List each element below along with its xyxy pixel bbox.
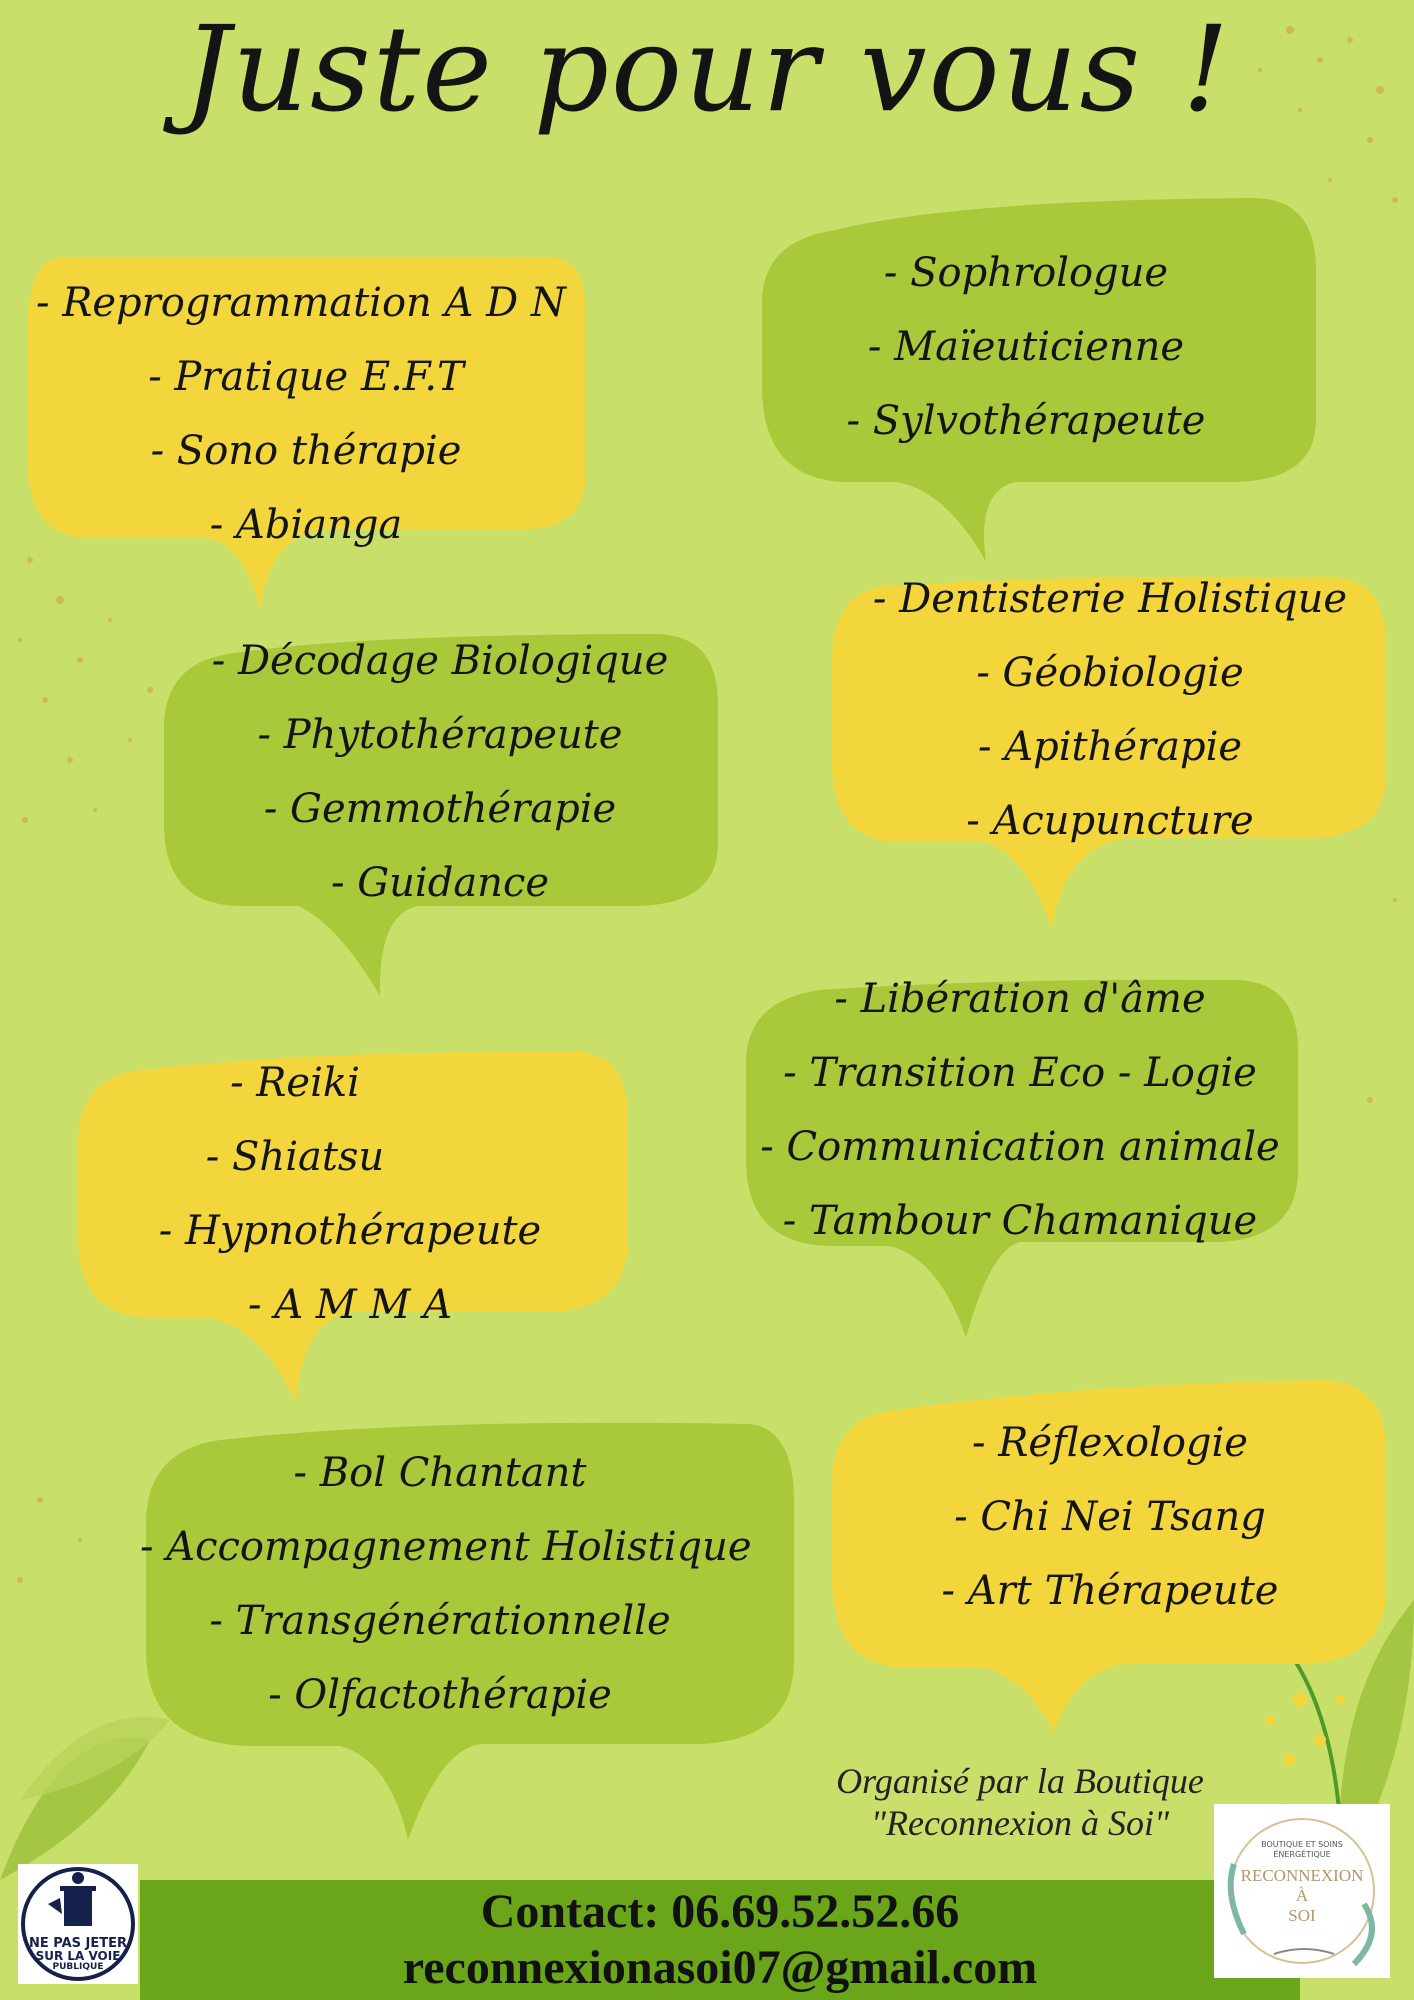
bubble-reiki-line-3: - Hypnothérapeute	[158, 1208, 542, 1254]
bubble-reflexologie-line-2: - Chi Nei Tsang	[954, 1494, 1266, 1540]
bubble-dentisterie-line-4: - Acupuncture	[966, 798, 1254, 844]
bubble-decodage-text	[170, 624, 710, 920]
contact-phone: Contact: 06.69.52.52.66	[480, 1885, 960, 1938]
bubble-decodage-line-2: - Phytothérapeute	[257, 712, 623, 758]
logo-main-line-1: RECONNEXION	[1240, 1866, 1364, 1885]
bubble-bol-chantant-line-1: - Bol Chantant	[293, 1450, 587, 1496]
page-title: Juste pour vous !	[182, 0, 1232, 138]
logo-small-line-2: ÉNERGÉTIQUE	[1273, 1850, 1331, 1859]
bubble-liberation-line-1: - Libération d'âme	[834, 976, 1206, 1022]
bubble-liberation-line-4: - Tambour Chamanique	[782, 1198, 1258, 1244]
organizer-line-1: Organisé par la Boutique	[836, 1761, 1204, 1801]
bubble-reiki-line-2: - Shiatsu	[205, 1134, 385, 1180]
contact-info	[140, 1880, 1300, 1996]
bubble-bol-chantant-line-3: - Transgénérationnelle	[209, 1598, 671, 1644]
bubble-adn-line-1: - Reprogrammation A D N	[36, 280, 566, 326]
logo-subtitle	[1214, 1840, 1390, 1860]
bubble-decodage-line-4: - Guidance	[330, 860, 550, 906]
bubble-sophrologue-line-3: - Sylvothérapeute	[846, 398, 1206, 444]
logo-small-line-1: BOUTIQUE ET SOINS	[1261, 1840, 1343, 1849]
bubble-liberation-line-3: - Communication animale	[760, 1124, 1280, 1170]
bubble-dentisterie-line-3: - Apithérapie	[977, 724, 1243, 770]
bubble-sophrologue-text	[756, 236, 1296, 458]
badge-line-3: PUBLIQUE	[52, 1962, 104, 1972]
bubble-sophrologue-line-1: - Sophrologue	[883, 250, 1169, 296]
bubble-reiki-line-4: - A M M A	[247, 1282, 453, 1328]
bubble-bol-chantant-line-4: - Olfactothérapie	[268, 1672, 612, 1718]
bubble-adn-line-4: - Abianga	[209, 502, 403, 548]
bubble-reflexologie-text	[840, 1406, 1380, 1628]
badge-line-1: NE PAS JETER	[28, 1936, 128, 1951]
bubble-adn-line-3: - Sono thérapie	[150, 428, 462, 474]
bubble-reflexologie-line-1: - Réflexologie	[972, 1420, 1248, 1466]
bubble-sophrologue-line-2: - Maïeuticienne	[867, 324, 1185, 370]
logo-main-line-2: À	[1295, 1886, 1309, 1905]
bubble-reiki-text	[90, 1046, 610, 1342]
bubble-bol-chantant-text	[140, 1436, 752, 1732]
bubble-decodage-line-1: - Décodage Biologique	[211, 638, 669, 684]
do-not-litter-text	[18, 1938, 138, 1972]
bubble-liberation-text	[750, 962, 1290, 1258]
bubble-dentisterie-text	[840, 562, 1380, 858]
badge-line-2: SUR LA VOIE	[35, 1949, 121, 1963]
bubble-dentisterie-line-1: - Dentisterie Holistique	[872, 576, 1348, 622]
bubble-bol-chantant-line-2: - Accompagnement Holistique	[140, 1524, 752, 1570]
bubble-adn-line-2: - Pratique E.F.T	[148, 354, 464, 400]
bubble-dentisterie-line-2: - Géobiologie	[976, 650, 1244, 696]
bubble-decodage-line-3: - Gemmothérapie	[263, 786, 617, 832]
contact-email: reconnexionasoi07@gmail.com	[402, 1941, 1038, 1994]
organizer-note	[760, 1760, 1280, 1844]
organizer-line-2: "Reconnexion à Soi"	[870, 1803, 1170, 1843]
bubble-adn-text	[36, 266, 576, 562]
bubble-reiki-line-1: - Reiki	[230, 1060, 360, 1106]
bubble-reflexologie-line-3: - Art Thérapeute	[941, 1568, 1279, 1614]
logo-main-line-3: SOI	[1288, 1906, 1316, 1925]
bubble-liberation-line-2: - Transition Eco - Logie	[783, 1050, 1257, 1096]
logo-name	[1214, 1866, 1390, 1926]
